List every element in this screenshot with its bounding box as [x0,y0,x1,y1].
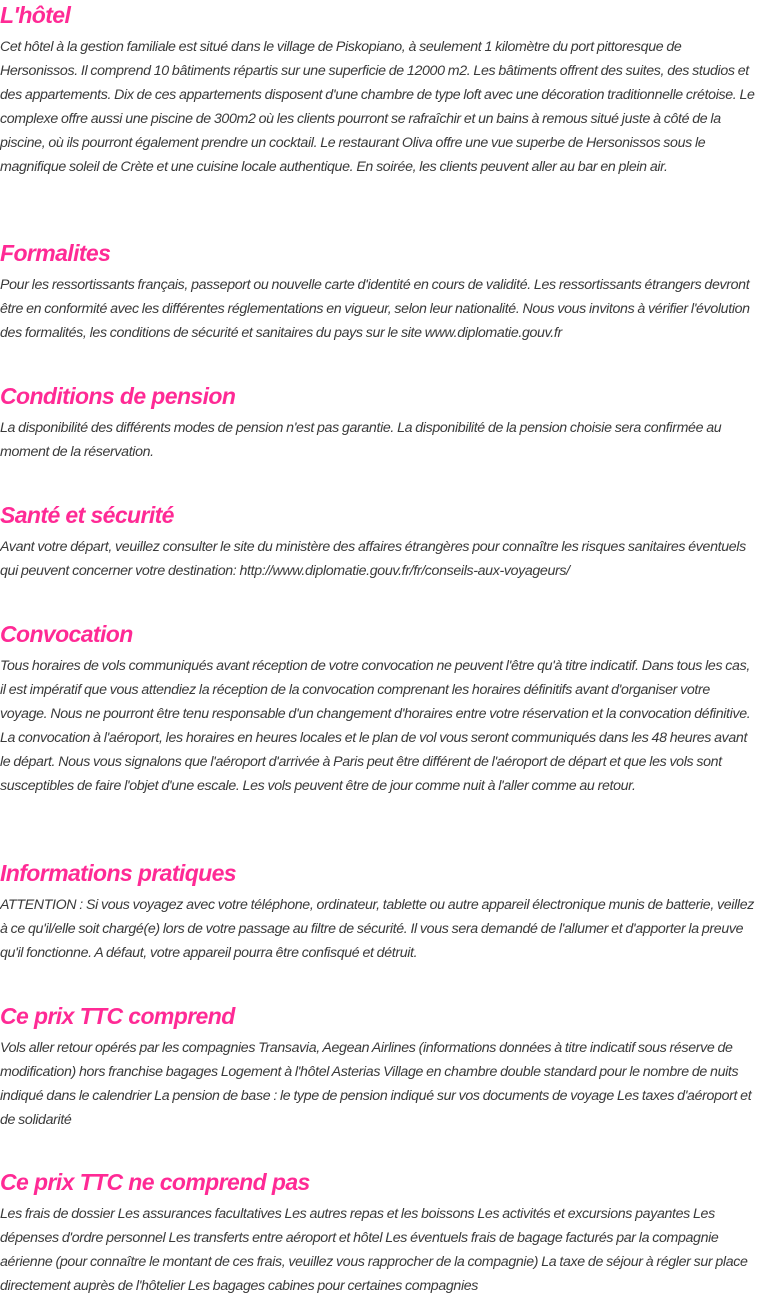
section-body-prix-comprend: Vols aller retour opérés par les compagnies Transavia, Aegean Airlines (informations données à titre indicatif sous réserve de modification) hors franchise bagages Logement à l'hôtel Asterias Village en chambre double standard pour le nombre de nuits indiqué dans le calendrier La pension de base : le type de pension indiqué sur vos documents de voyage Les taxes d'aéroport et de solidarité [0,1040,752,1128]
section-body-informations-pratiques: ATTENTION : Si vous voyagez avec votre téléphone, ordinateur, tablette ou autre appareil électronique munis de batterie, veillez à ce qu'il/elle soit chargé(e) lors de votre passage au filtre de sécurité. Il vous sera demandé de l'allumer et d'apporter la preuve qu'il fonctionne. A défaut, votre appareil pourra être confisqué et détruit. [0,897,754,961]
section-title-prix-ne-comprend-pas: Ce prix TTC ne comprend pas [0,1169,310,1195]
section-title-sante-et-securite: Santé et sécurité [0,502,174,528]
section-convocation [0,619,758,798]
section-title-formalites: Formalites [0,240,111,266]
section-formalites [0,238,758,345]
section-informations-pratiques [0,858,758,965]
section-title-prix-comprend: Ce prix TTC comprend [0,1003,235,1029]
section-prix-ne-comprend-pas [0,1167,758,1298]
section-title-conditions-de-pension: Conditions de pension [0,383,236,409]
section-body-hotel: Cet hôtel à la gestion familiale est situé dans le village de Piskopiano, à seulement 1 kilomètre du port pittoresque de Hersonissos. Il comprend 10 bâtiments répartis sur une superficie de 12000 m2. Les bâtiments offrent des suites, des studios et des appartements. Dix de ces appartements disposent d'une chambre de type loft avec une décoration traditionnelle crétoise. Le complexe offre aussi une piscine de 300m2 où les clients pourront se rafraîchir et un bains à remous situé juste à côté de la piscine, où ils pourront également prendre un cocktail. Le restaurant Oliva offre une vue superbe de Hersonissos sous le magnifique soleil de Crète et une cuisine locale authentique. En soirée, les clients peuvent aller au bar en plein air. [0,39,755,175]
section-body-formalites: Pour les ressortissants français, passeport ou nouvelle carte d'identité en cours de validité. Les ressortissants étrangers devront être en conformité avec les différentes réglementations en vigueur, selon leur nationalité. Nous vous invitons à vérifier l'évolution des formalités, les conditions de sécurité et sanitaires du pays sur le site www.diplomatie.gouv.fr [0,277,750,341]
section-body-conditions-de-pension: La disponibilité des différents modes de pension n'est pas garantie. La disponibilité de la pension choisie sera confirmée au moment de la réservation. [0,420,722,460]
section-title-informations-pratiques: Informations pratiques [0,860,236,886]
section-body-prix-ne-comprend-pas: Les frais de dossier Les assurances facultatives Les autres repas et les boissons Les activités et excursions payantes Les dépenses d'ordre personnel Les transferts entre aéroport et hôtel Les éventuels frais de bagage facturés par la compagnie aérienne (pour connaître le montant de ces frais, veuillez vous rapprocher de la compagnie) La taxe de séjour à régler sur place directement auprès de l'hôtelier Les bagages cabines pour certaines compagnies [0,1206,748,1294]
section-body-sante-et-securite: Avant votre départ, veuillez consulter le site du ministère des affaires étrangères pour connaître les risques sanitaires éventuels qui peuvent concerner votre destination: http://www.diplomatie.gouv.fr/fr/conseils-aux-voyageurs/ [0,539,746,579]
section-title-convocation: Convocation [0,621,133,647]
section-sante-et-securite [0,500,758,583]
section-conditions-de-pension [0,381,758,464]
section-prix-comprend [0,1001,758,1132]
section-title-hotel: L'hôtel [0,2,71,28]
section-body-convocation: Tous horaires de vols communiqués avant réception de votre convocation ne peuvent l'être qu'à titre indicatif. Dans tous les cas, il est impératif que vous attendiez la réception de la convocation comprenant les horaires définitifs avant d'organiser votre voyage. Nous ne pourront être tenu responsable d'un changement d'horaires entre votre réservation et la convocation définitive. La convocation à l'aéroport, les horaires en heures locales et le plan de vol vous seront communiqués dans les 48 heures avant le départ. Nous vous signalons que l'aéroport d'arrivée à Paris peut être différent de l'aéroport de départ et que les vols sont susceptibles de faire l'objet d'une escale. Les vols peuvent être de jour comme nuit à l'aller comme au retour. [0,658,751,794]
section-hotel [0,0,758,179]
